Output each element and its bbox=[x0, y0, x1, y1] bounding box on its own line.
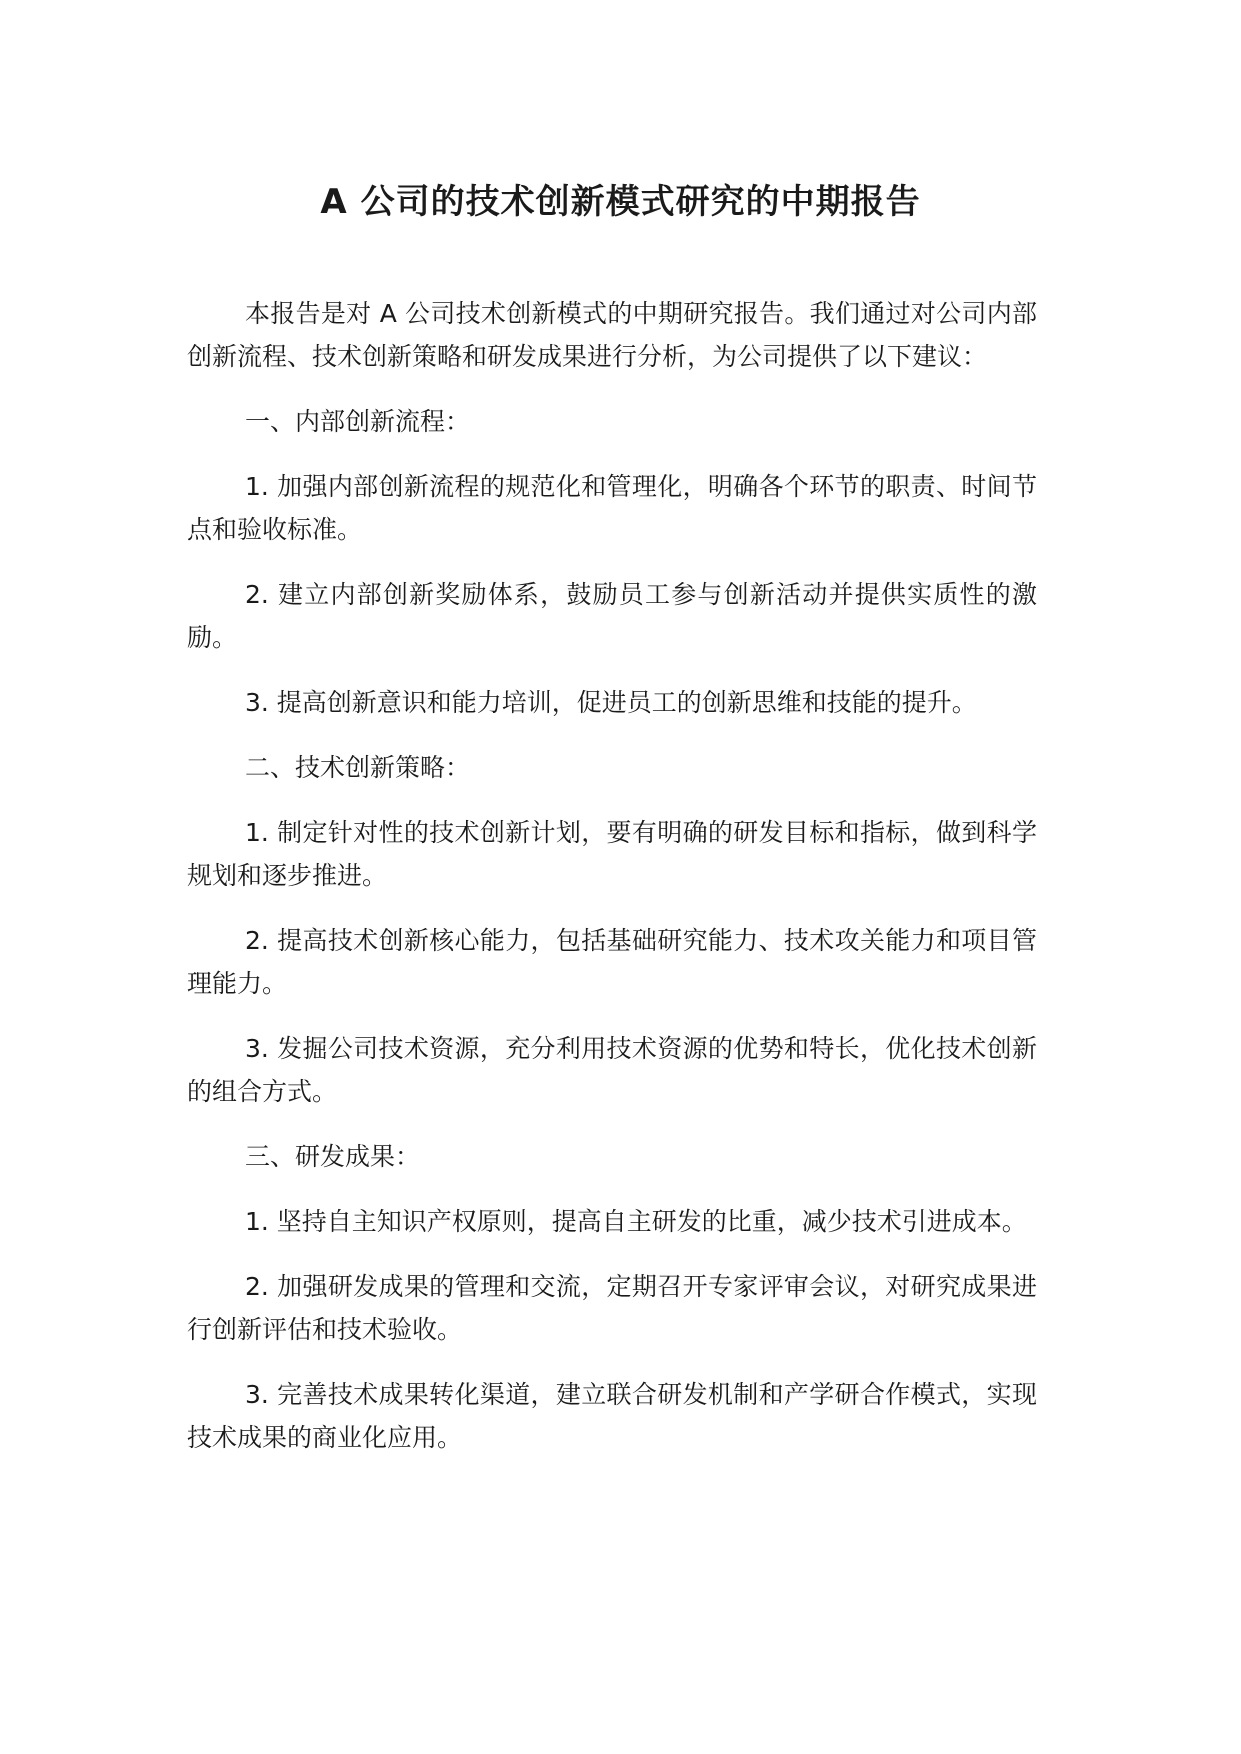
section-heading-strategy: 二、技术创新策略： bbox=[245, 753, 471, 782]
intro-paragraph: 本报告是对 A 公司技术创新模式的中期研究报告。我们通过对公司内部创新流程、技术创新策略和研发成果进行分析，为公司提供了以下建议： bbox=[187, 299, 1037, 371]
document-body bbox=[187, 292, 1037, 1459]
section-heading-internal-process: 一、内部创新流程： bbox=[245, 407, 471, 436]
list-item: 2. 提高技术创新核心能力，包括基础研究能力、技术攻关能力和项目管理能力。 bbox=[187, 926, 1037, 998]
list-item: 1. 坚持自主知识产权原则，提高自主研发的比重，减少技术引进成本。 bbox=[245, 1207, 1027, 1236]
document-title: A 公司的技术创新模式研究的中期报告 bbox=[320, 182, 921, 222]
section-heading-rd-results: 三、研发成果： bbox=[245, 1142, 421, 1171]
list-item: 3. 提高创新意识和能力培训，促进员工的创新思维和技能的提升。 bbox=[245, 688, 977, 717]
list-item: 1. 制定针对性的技术创新计划，要有明确的研发目标和指标，做到科学规划和逐步推进。 bbox=[187, 818, 1037, 890]
list-item: 3. 完善技术成果转化渠道，建立联合研发机制和产学研合作模式，实现技术成果的商业化应用。 bbox=[187, 1380, 1037, 1452]
list-item: 2. 建立内部创新奖励体系，鼓励员工参与创新活动并提供实质性的激励。 bbox=[187, 580, 1037, 652]
list-item: 1. 加强内部创新流程的规范化和管理化，明确各个环节的职责、时间节点和验收标准。 bbox=[187, 472, 1037, 544]
list-item: 3. 发掘公司技术资源，充分利用技术资源的优势和特长，优化技术创新的组合方式。 bbox=[187, 1034, 1037, 1106]
list-item: 2. 加强研发成果的管理和交流，定期召开专家评审会议，对研究成果进行创新评估和技术验收。 bbox=[187, 1272, 1037, 1344]
